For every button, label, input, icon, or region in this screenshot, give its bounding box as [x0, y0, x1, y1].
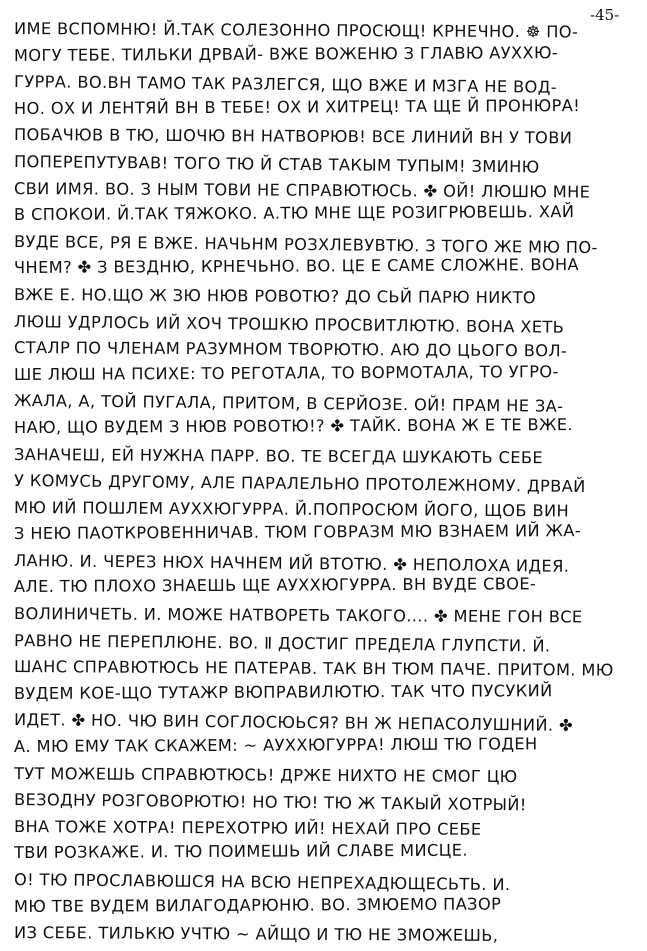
text-line: А. МЮ ЕМУ ТАК СКАЖЕМ: ~ АУХХЮГУРРА! ЛЮШ ТЮ ГОДЕН [13, 734, 538, 757]
text-line: ШЕ ЛЮШ НА ПСИХЕ: ТО РЕГОТАЛА, ТО ВОРМОТАЛА, ТО УГРО- [13, 361, 559, 384]
text-line: ИЗ СЕБЕ. ТИЛЬКЮ УЧТЮ ~ АЙЩО И ТЮ НЕ ЗМОЖЕШЬ, [13, 923, 499, 946]
text-line: ВЕЗОДНУ РОЗГОВОРЮТЮ! НО ТЮ! ТЮ Ж ТАКЫЙ ХОТРЫЙ! [13, 790, 527, 815]
text-line: ЧНЕМ? ✤ З ВЕЗДНЮ, КРНЕЧЬНО. ВО. ЦЕ Е САМЕ СЛОЖНЕ. ВОНА [13, 255, 580, 278]
text-line: АЛЕ. ТЮ ПЛОХО ЗНАЕШЬ ЩЕ АУХХЮГУРРА. ВН ВУДЕ СВОЕ- [13, 574, 537, 597]
text-line: ВУДЕ ВСЕ, РЯ Е ВЖЕ. НАЧЬНМ РОЗХЛЕВУВТЮ. З ТОГО ЖЕ МЮ ПО- [13, 231, 598, 257]
text-line: В СПОКОИ. Й.ТАК ТЯЖОКО. А.ТЮ МНЕ ЩЕ РОЗИГРЮВЕШЬ. ХАЙ [13, 202, 575, 225]
text-line: СТАЛР ПО ЧЛЕНАМ РАЗУМНОМ ТВОРЮТЮ. АЮ ДО ЦЬОГО ВОЛ- [13, 338, 568, 361]
text-line: ВНА ТОЖЕ ХОТРА! ПЕРЕХОТРЮ ИЙ! НЕХАЙ ПРО СЕБЕ [13, 816, 482, 839]
text-line: ВОЛИНИЧЕТЬ. И. МОЖЕ НАТВОРЕТЬ ТАКОГО.... ✤ МЕНЕ ГОН ВСЕ [13, 604, 583, 627]
text-line: МЮ ИЙ ПОШЛЕМ АУХХЮГУРРА. Й.ПОПРОСЮМ ЙОГО, ЩОБ ВИН [13, 497, 570, 521]
text-line: О! ТЮ ПРОСЛАВЮШСЯ НА ВСЮ НЕПРЕХАДЮЩЕСЬТЬ. И. [13, 870, 511, 895]
text-line: ЛАНЮ. И. ЧЕРЕЗ НЮХ НАЧНЕМ ИЙ ВТОТЮ. ✤ НЕПОЛОХА ИДЕЯ. [13, 550, 570, 576]
text-line: З НЕЮ ПАОТКРОВЕННИЧАВ. ТЮМ ГОВРАЗМ МЮ ВЗНАЕМ ИЙ ЖА- [13, 521, 582, 544]
text-line: ЖАЛА, А, ТОЙ ПУГАЛА, ПРИТОМ, В СЕРЙОЗЕ. ОЙ! ПРАМ НЕ ЗА- [13, 391, 564, 417]
text-line: НО. ОХ И ЛЕНТЯЙ ВН В ТЕБЕ! ОХ И ХИТРЕЦ! ТА ЩЕ Й ПРОНЮРА! [13, 95, 581, 118]
text-line: ЗАНАЧЕШ, ЕЙ НУЖНА ПАРР. ВО. ТЕ ВСЕГДА ШУКАЮТЬ СЕБЕ [13, 444, 544, 467]
handwritten-text-block [14, 16, 626, 947]
text-line: СВИ ИМЯ. ВО. З НЫМ ТОВИ НЕ СПРАВЮТЮСЬ. ✤ ОЙ! ЛЮШЮ МНЕ [13, 178, 591, 202]
text-line: У КОМУСЬ ДРУГОМУ, АЛЕ ПАРАЛЕЛЬНО ПРОТОЛЕЖНОМУ. ДРВАЙ [13, 471, 586, 497]
text-line: ВУДЕМ КОЕ-ЩО ТУТАЖР ВЮПРАВИЛЮТЮ. ТАК ЧТО ПУСУКИЙ [13, 681, 553, 703]
text-line: ПОПЕРЕПУТУВАВ! ТОГО ТЮ Й СТАВ ТАКЫМ ТУПЫМ! ЗМИНЮ [13, 151, 540, 177]
text-line: ИМЕ ВСПОМНЮ! Й.ТАК СОЛЕЗОННО ПРОСЮЩ! КРНЕЧНО. ☸ ПО- [13, 19, 579, 42]
text-line: ПОБАЧЮВ В ТЮ, ШОЧЮ ВН НАТВОРЮВ! ВСЕ ЛИНИЙ ВН У ТОВИ [13, 125, 573, 148]
text-line: ТВИ РОЗКАЖЕ. И. ТЮ ПОИМЕШЬ ИЙ СЛАВЕ МИСЦЕ. [13, 841, 468, 863]
text-line: ЛЮШ УДРЛОСЬ ИЙ ХОЧ ТРОШКЮ ПРОСВИТЛЮТЮ. ВОНА ХЕТЬ [13, 311, 565, 337]
text-line: ИДЕТ. ✤ НО. ЧЮ ВИН СОГЛОСЮЬСЯ? ВН Ж НЕПАСОЛУШНИЙ. ✤ [13, 710, 574, 736]
text-line: МОГУ ТЕБЕ. ТИЛЬКИ ДРВАЙ- ВЖЕ ВОЖЕНЮ З ГЛАВЮ АУХХЮ- [13, 42, 559, 65]
text-line: МЮ ТВЕ ВУДЕМ ВИЛАГОДАРЮНЮ. ВО. ЗМЮЕМО ПАЗОР [13, 894, 502, 916]
page-number: -45- [590, 6, 620, 24]
text-line: ШАНС СПРАВЮТЮСЬ НЕ ПАТЕРАВ. ТАК ВН ТЮМ ПАЧЕ. ПРИТОМ. МЮ [13, 657, 614, 680]
text-line: НАЮ, ЩО ВУДЕМ З НЮВ РОВОТЮ!? ✤ ТАЙК. ВОНА Ж Е ТЕ ВЖЕ. [13, 414, 574, 437]
text-line: ВЖЕ Е. НО.ЩО Ж ЗЮ НЮВ РОВОТЮ? ДО СЬЙ ПАРЮ НИКТО [13, 284, 537, 308]
text-line: ТУТ МОЖЕШЬ СПРАВЮТЮСЬ! ДРЖЕ НИХТО НЕ СМОГ ЦЮ [13, 763, 518, 786]
text-line: РАВНО НЕ ПЕРЕПЛЮНЕ. ВО. Ⅱ ДОСТИГ ПРЕДЕЛА ГЛУПСТИ. Й. [13, 630, 551, 656]
text-line: ГУРРА. ВО.ВН ТАМО ТАК РАЗЛЕГСЯ, ЩО ВЖЕ И МЗГА НЕ ВОД- [13, 72, 558, 97]
